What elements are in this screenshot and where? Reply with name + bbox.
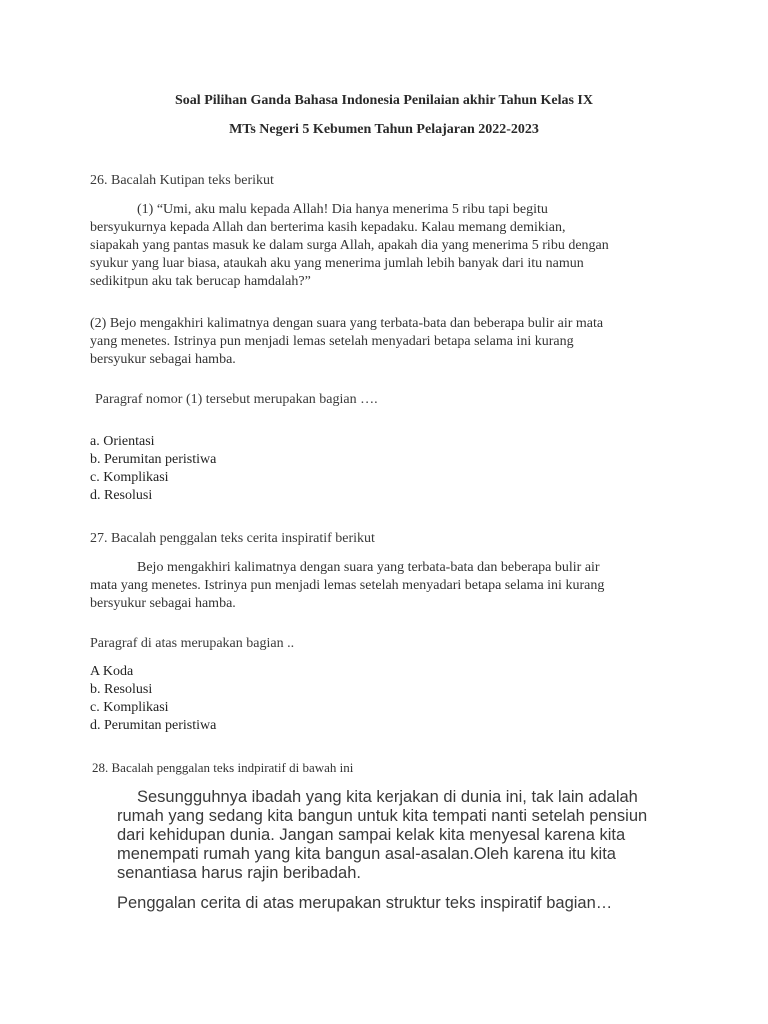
question-27-question: Paragraf di atas merupakan bagian .. (90, 636, 295, 651)
document-title: Soal Pilihan Ganda Bahasa Indonesia Penilaian akhir Tahun Kelas IX (175, 93, 593, 108)
question-26-paragraph-2 (90, 315, 690, 369)
option-c: c. Komplikasi (90, 700, 169, 715)
question-27-paragraph (90, 559, 690, 613)
text-line: Bejo mengakhiri kalimatnya dengan suara yang terbata-bata dan beberapa bulir air (137, 560, 600, 575)
question-28-question: Penggalan cerita di atas merupakan struktur teks inspiratif bagian… (117, 894, 613, 912)
text-line: bersyukurnya kepada Allah dan berterima kasih kepadaku. Kalau memang demikian, (90, 220, 566, 235)
text-line: rumah yang sedang kita bangun untuk kita tempati nanti setelah pensiun (117, 807, 648, 825)
text-line: dari kehidupan dunia. Jangan sampai kelak kita menyesal karena kita (117, 826, 626, 844)
question-27-options (90, 663, 216, 735)
option-d: d. Perumitan peristiwa (90, 718, 217, 733)
option-a: a. Orientasi (90, 434, 155, 449)
text-line: (1) “Umi, aku malu kepada Allah! Dia hanya menerima 5 ribu tapi begitu (137, 202, 548, 217)
option-c: c. Komplikasi (90, 470, 169, 485)
text-line: menempati rumah yang kita bangun asal-asalan.Oleh karena itu kita (117, 845, 616, 863)
document-subtitle: MTs Negeri 5 Kebumen Tahun Pelajaran 2022-2023 (229, 122, 539, 137)
text-line: sedikitpun aku tak berucap hamdalah?” (90, 274, 311, 289)
text-line: Sesungguhnya ibadah yang kita kerjakan di dunia ini, tak lain adalah (137, 788, 638, 806)
option-b: b. Resolusi (90, 682, 153, 697)
text-line: syukur yang luar biasa, ataukah aku yang menerima jumlah lebih banyak dari itu namun (90, 256, 584, 271)
question-26-options (90, 433, 216, 505)
option-d: d. Resolusi (90, 488, 153, 503)
text-line: bersyukur sebagai hamba. (90, 596, 236, 611)
option-a: A Koda (90, 664, 134, 679)
text-line: bersyukur sebagai hamba. (90, 352, 236, 367)
text-line: senantiasa harus rajin beribadah. (117, 864, 361, 882)
question-26-prompt: 26. Bacalah Kutipan teks berikut (90, 173, 274, 188)
question-28-paragraph (117, 788, 677, 883)
text-line: mata yang menetes. Istrinya pun menjadi lemas setelah menyadari betapa selama ini kurang (90, 578, 605, 593)
text-line: siapakah yang pantas masuk ke dalam surga Allah, apakah dia yang menerima 5 ribu dengan (90, 238, 609, 253)
text-line: yang menetes. Istrinya pun menjadi lemas setelah menyadari betapa selama ini kurang (90, 334, 574, 349)
question-27-prompt: 27. Bacalah penggalan teks cerita inspiratif berikut (90, 531, 375, 546)
option-b: b. Perumitan peristiwa (90, 452, 217, 467)
question-26-question: Paragraf nomor (1) tersebut merupakan bagian …. (95, 392, 378, 407)
question-28-prompt: 28. Bacalah penggalan teks indpiratif di bawah ini (92, 760, 354, 775)
question-26-paragraph-1 (90, 201, 690, 291)
text-line: (2) Bejo mengakhiri kalimatnya dengan suara yang terbata-bata dan beberapa bulir air mata (90, 316, 604, 331)
